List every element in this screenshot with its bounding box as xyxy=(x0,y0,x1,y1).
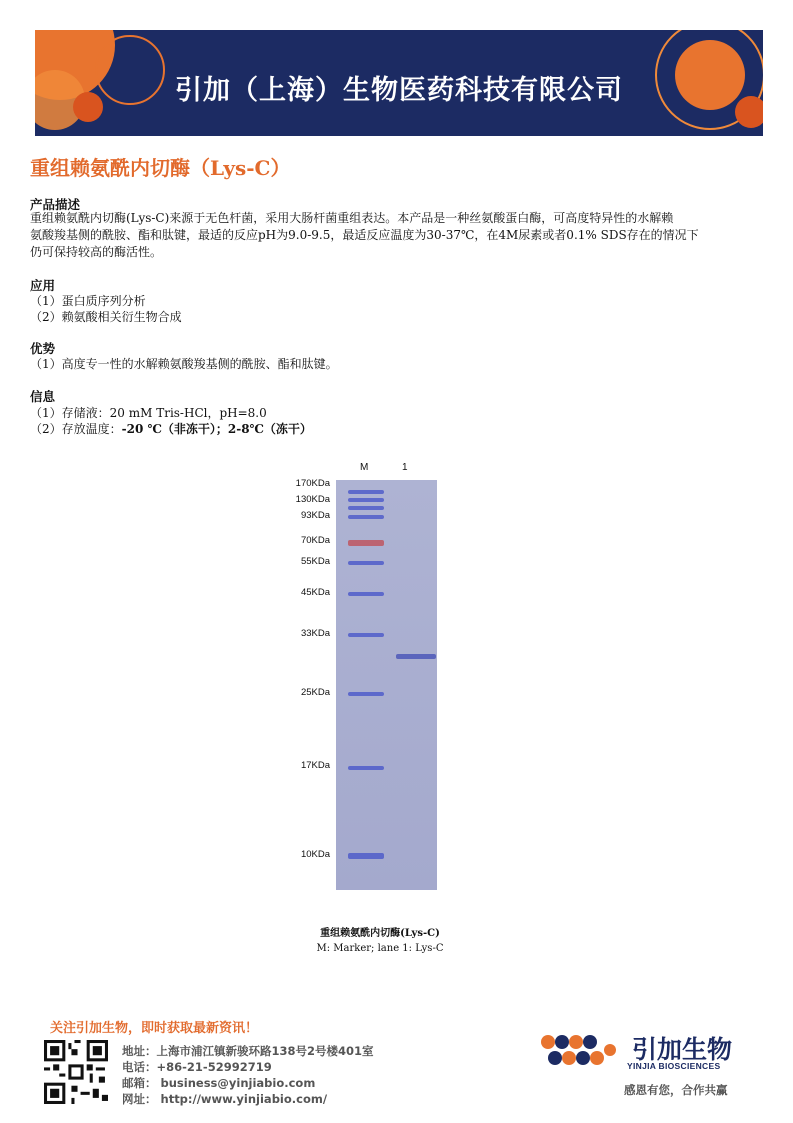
description-line: 仍可保持较高的酶活性。 xyxy=(30,245,163,259)
application-heading: 应用 xyxy=(30,278,56,293)
follow-text: 关注引加生物，即时获取最新资讯！ xyxy=(50,1021,259,1036)
description-line: 氨酸羧基侧的酰胺、酯和肽键，最适的反应pH为9.0-9.5，最适反应温度为30-37℃，在4M尿素或者0.1% SDS存在的情况下 xyxy=(30,228,699,242)
mw-label: 33KDa xyxy=(300,628,330,639)
sample-band xyxy=(396,654,436,659)
application-item: （2）赖氨酸相关衍生物合成 xyxy=(30,310,182,324)
storage-temp-value: -20 ℃（非冻干）；2-8℃（冻干） xyxy=(121,422,312,436)
mw-label: 130KDa xyxy=(295,494,330,505)
marker-band xyxy=(348,490,384,494)
storage-temp-label: （2）存放温度： xyxy=(30,422,122,436)
slogan: 感恩有您，合作共赢 xyxy=(624,1083,728,1097)
mw-label: 25KDa xyxy=(300,687,330,698)
marker-band xyxy=(348,853,384,859)
footer-address: 地址：上海市浦江镇新骏环路138号2号楼401室 xyxy=(122,1044,374,1058)
header-banner xyxy=(35,30,763,136)
mw-label: 70KDa xyxy=(300,535,330,546)
mw-label: 93KDa xyxy=(300,510,330,521)
advantage-item: （1）高度专一性的水解赖氨酸羧基侧的酰胺、酯和肽键。 xyxy=(30,357,338,371)
info-heading: 信息 xyxy=(30,389,56,404)
logo-name: 引加生物 xyxy=(632,1035,733,1064)
logo-english: YINJIA BIOSCIENCES xyxy=(627,1061,721,1071)
footer-phone: 电话：+86-21-52992719 xyxy=(122,1060,272,1074)
description-line: 重组赖氨酰内切酶(Lys-C)来源于无色杆菌，采用大肠杆菌重组表达。本产品是一种丝氨酸蛋白酶，可高度特异性的水解赖 xyxy=(30,211,674,225)
marker-band xyxy=(348,692,384,696)
company-name: 引加（上海）生物医药科技有限公司 xyxy=(175,75,623,106)
marker-band xyxy=(348,540,384,546)
gel-image xyxy=(336,480,437,890)
gel-figure xyxy=(280,458,480,954)
application-item: （1）蛋白质序列分析 xyxy=(30,294,146,308)
footer-website[interactable]: 网址： http://www.yinjiabio.com/ xyxy=(122,1092,328,1106)
mw-label: 17KDa xyxy=(300,760,330,771)
marker-band xyxy=(348,633,384,637)
description-heading: 产品描述 xyxy=(30,197,81,212)
footer-email[interactable]: 邮箱： business@yinjiabio.com xyxy=(122,1076,316,1090)
marker-band xyxy=(348,592,384,596)
gel-caption-title: 重组赖氨酰内切酶(Lys-C) xyxy=(320,928,440,939)
marker-band xyxy=(348,766,384,770)
product-title: 重组赖氨酰内切酶（Lys-C） xyxy=(30,156,291,180)
marker-band xyxy=(348,561,384,565)
mw-label: 170KDa xyxy=(295,478,330,489)
qr-code xyxy=(44,1040,108,1104)
mw-label: 55KDa xyxy=(300,556,330,567)
gel-caption-legend: M: Marker; lane 1: Lys-C xyxy=(316,943,444,954)
mw-label: 10KDa xyxy=(300,849,330,860)
marker-band xyxy=(348,506,384,510)
lane-label-sample: 1 xyxy=(402,462,408,473)
marker-band xyxy=(348,515,384,519)
storage-temp xyxy=(30,420,312,437)
company-logo-icon xyxy=(538,1030,628,1072)
mw-label: 45KDa xyxy=(300,587,330,598)
advantage-heading: 优势 xyxy=(30,341,56,356)
storage-buffer: （1）存储液：20 mM Tris-HCl，pH=8.0 xyxy=(30,406,267,420)
marker-band xyxy=(348,498,384,502)
lane-label-marker: M xyxy=(360,462,369,473)
